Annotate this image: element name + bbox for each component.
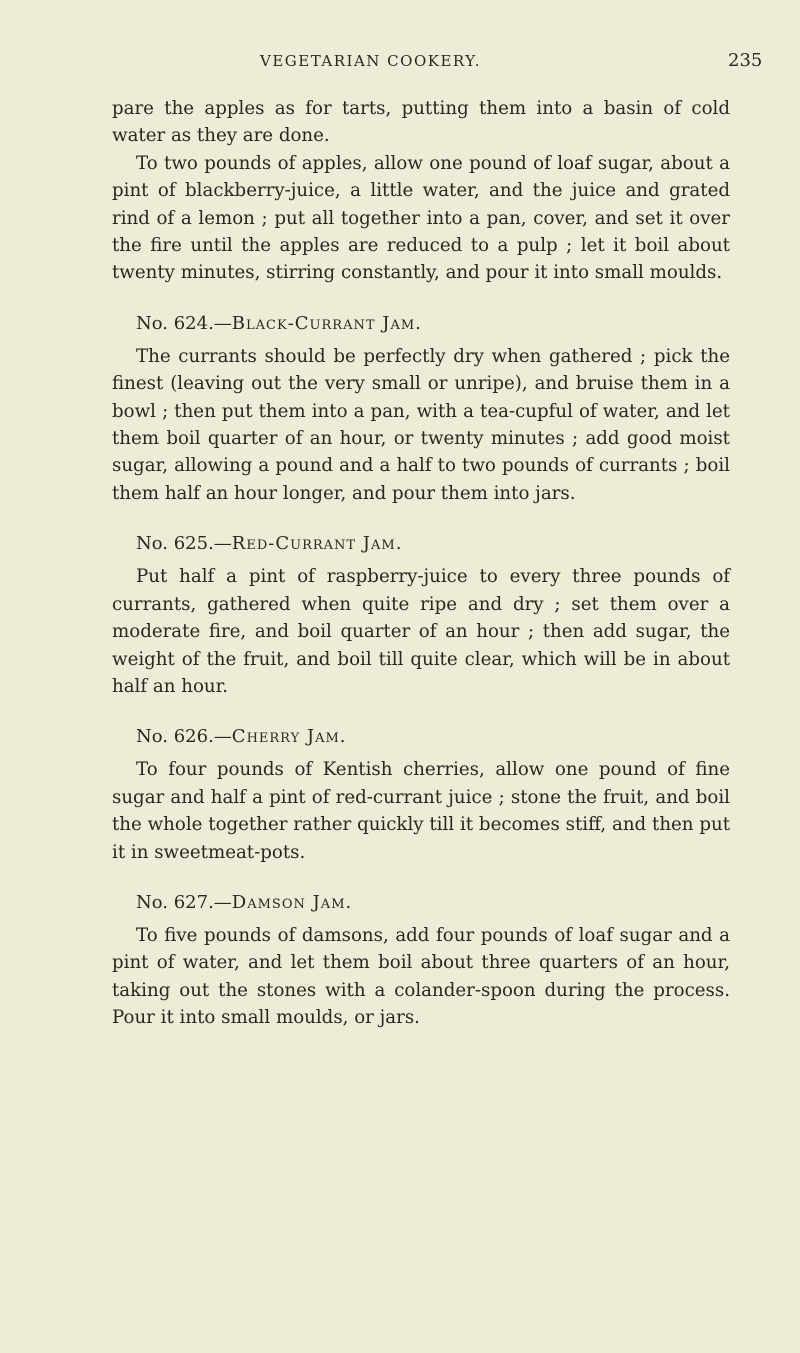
recipe-heading-627 (136, 890, 730, 916)
recipe-title: Red-Currant Jam. (231, 533, 403, 555)
recipe-title: Black-Currant Jam. (231, 312, 422, 334)
body-text (112, 95, 730, 1032)
recipe-number: No. 624.— (136, 312, 232, 334)
recipe-text-625: Put half a pint of raspberry-juice to every three pounds of currants, gathered when quite ripe and dry ; set them over a moderate fire, and boil quarter of an hour ; then add sugar, the weight of the fruit, and boil till quite clear, which will be in about half an hour. (112, 566, 730, 697)
recipe-number: No. 627.— (136, 891, 232, 913)
recipe-text-626: To four pounds of Kentish cherries, allow one pound of fine sugar and half a pint of red-currant juice ; stone the fruit, and boil the whole together rather quickly till it becomes stiff, and then put it in sweetmeat-pots. (112, 759, 730, 863)
recipe-text-624: The currants should be perfectly dry when gathered ; pick the finest (leaving out the very small or unripe), and bruise them in a bowl ; then put them into a pan, with a tea-cupful of water, and let them boil quarter of an hour, or twenty minutes ; add good moist sugar, allowing a pound and a half to two pounds of currants ; boil them half an hour longer, and pour them into jars. (112, 345, 730, 504)
recipe-number: No. 626.— (136, 726, 232, 748)
continued-paragraph: pare the apples as for tarts, putting them into a basin of cold water as they are done. (112, 98, 730, 147)
recipe-number: No. 625.— (136, 533, 232, 555)
recipe-text-627: To five pounds of damsons, add four pounds of loaf sugar and a pint of water, and let them boil about three quarters of an hour, taking out the stones with a colander-spoon during the process. Pour it into small moulds, or jars. (112, 924, 730, 1029)
running-title: VEGETARIAN COOKERY. (260, 52, 481, 70)
apple-recipe-paragraph: To two pounds of apples, allow one pound of loaf sugar, about a pint of blackberry-juice, a little water, and the juice and grated rind of a lemon ; put all together into a pan, cover, and set it over the fire until the apples are reduced to a pulp ; let it boil about twenty minutes, stirring constantly, and pour it into small moulds. (112, 152, 730, 284)
page-number: 235 (728, 50, 763, 71)
recipe-heading-626 (136, 724, 730, 750)
recipe-heading-624 (136, 311, 730, 337)
recipe-title: Damson Jam. (231, 891, 353, 913)
recipe-heading-625 (136, 531, 730, 557)
recipe-title: Cherry Jam. (231, 726, 347, 748)
running-head (0, 52, 800, 76)
